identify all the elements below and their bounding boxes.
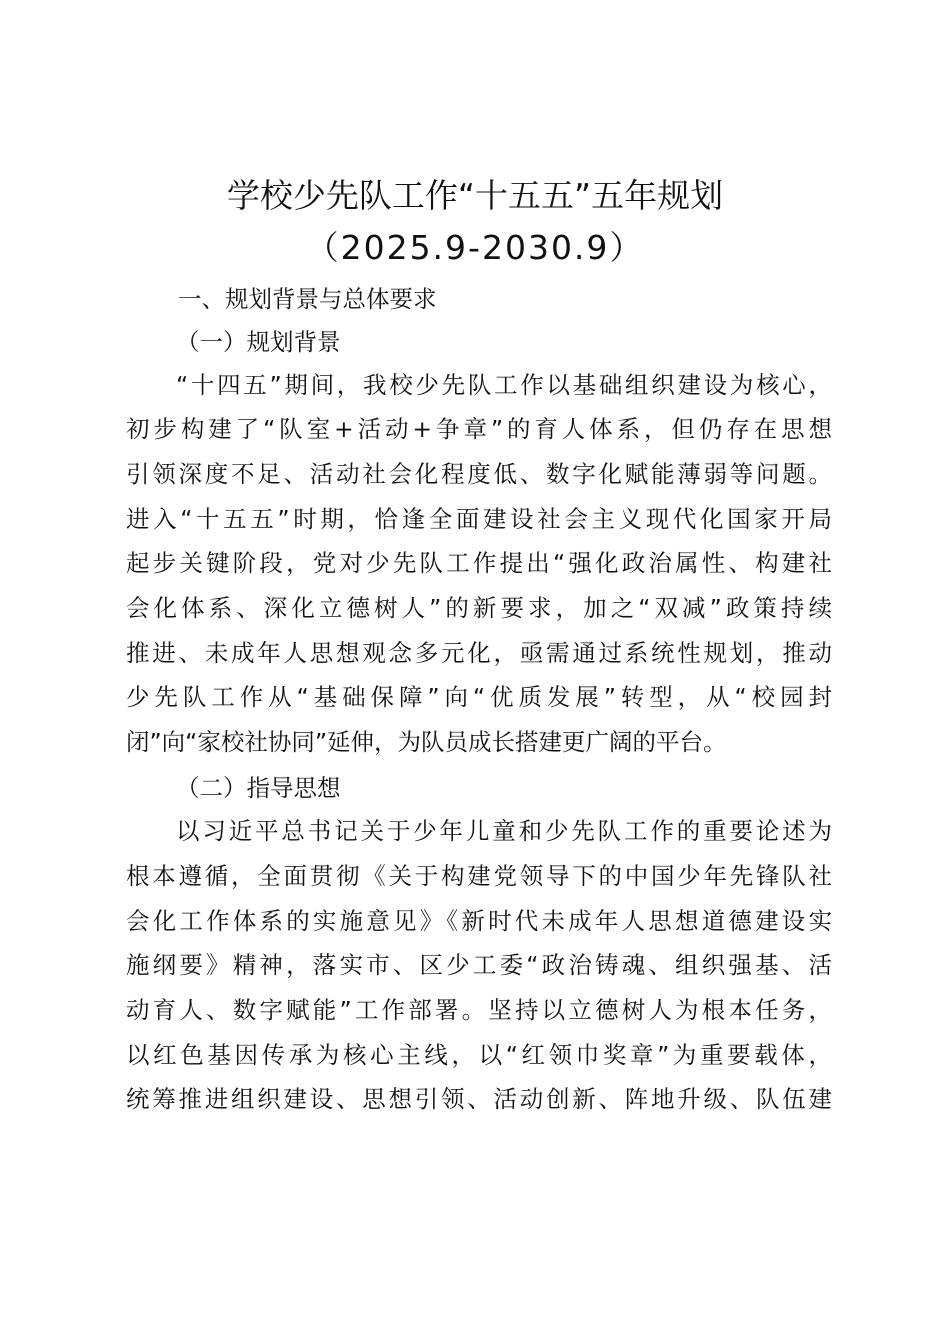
paragraph-line: “十四五”期间，我校少先队工作以基础组织建设为核心， <box>176 371 832 399</box>
paragraph-line: 初步构建了“队室+活动+争章”的育人体系，但仍存在思想 <box>126 415 832 443</box>
subsection-heading: （二）指导思想 <box>176 774 341 802</box>
paragraph-line: 施纲要》精神，落实市、区少工委“政治铸魂、组织强基、活 <box>126 951 832 979</box>
paragraph-line: 引领深度不足、活动社会化程度低、数字化赋能薄弱等问题。 <box>126 460 832 488</box>
subsection-heading: （一）规划背景 <box>176 328 341 356</box>
paragraph-line: 少先队工作从“基础保障”向“优质发展”转型，从“校园封 <box>126 683 832 711</box>
paragraph-line: 进入“十五五”时期，恰逢全面建设社会主义现代化国家开局 <box>126 505 832 533</box>
paragraph-line: 会化体系、深化立德树人”的新要求，加之“双减”政策持续 <box>126 594 832 622</box>
paragraph-line: 以红色基因传承为核心主线，以“红领巾奖章”为重要载体， <box>126 1041 832 1069</box>
paragraph-line: 统筹推进组织建设、思想引领、活动创新、阵地升级、队伍建 <box>126 1085 832 1113</box>
paragraph-line: 会化工作体系的实施意见》《新时代未成年人思想道德建设实 <box>126 907 832 935</box>
document-title: 学校少先队工作“十五五”五年规划 <box>226 176 724 215</box>
document-subtitle: （2025.9-2030.9） <box>305 228 645 267</box>
paragraph-line: 起步关键阶段，党对少先队工作提出“强化政治属性、构建社 <box>126 549 832 577</box>
paragraph-line: 根本遵循，全面贯彻《关于构建党领导下的中国少年先锋队社 <box>126 862 832 890</box>
paragraph-line: 推进、未成年人思想观念多元化，亟需通过系统性规划，推动 <box>126 639 832 667</box>
paragraph-line: 以习近平总书记关于少年儿童和少先队工作的重要论述为 <box>176 817 832 845</box>
paragraph-line: 闭”向“家校社协同”延伸，为队员成长搭建更广阔的平台。 <box>126 728 727 756</box>
paragraph-line: 动育人、数字赋能”工作部署。坚持以立德树人为根本任务， <box>126 996 832 1024</box>
section-heading: 一、规划背景与总体要求 <box>178 285 437 313</box>
